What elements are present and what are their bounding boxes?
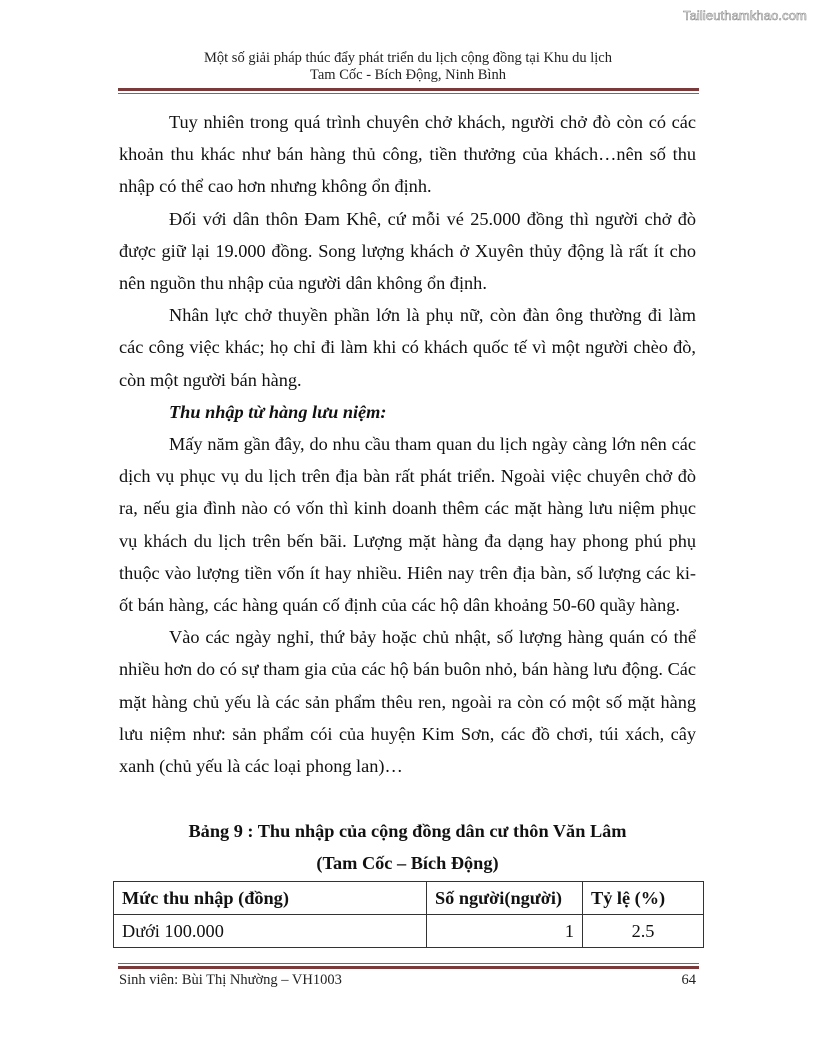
footer-rule-thick [118, 966, 699, 969]
paragraph: Nhân lực chở thuyền phần lớn là phụ nữ, còn đàn ông thường đi làm các công việc khác; họ chỉ đi làm khi có khách quốc tế vì một người chèo đò, còn một người bán hàng. [119, 305, 696, 390]
column-header-people: Số người(người) [427, 882, 583, 915]
page-number: 64 [681, 972, 696, 988]
header-rule-thick [118, 88, 699, 91]
table-title: Bảng 9 : Thu nhập của cộng đồng dân cư thôn Văn Lâm [188, 821, 627, 841]
table-subtitle: (Tam Cốc – Bích Động) [316, 853, 499, 873]
column-header-ratio: Tỷ lệ (%) [583, 882, 704, 915]
column-header-income: Mức thu nhập (đồng) [114, 882, 427, 915]
running-header [118, 50, 698, 84]
body-text [119, 106, 696, 782]
header-line-2: Tam Cốc - Bích Động, Ninh Bình [310, 67, 506, 83]
running-footer [119, 972, 696, 989]
table-row [114, 915, 704, 948]
cell-people: 1 [427, 915, 583, 948]
header-rule-thin [118, 93, 699, 94]
paragraph: Mấy năm gần đây, do nhu cầu tham quan du lịch ngày càng lớn nên các dịch vụ phục vụ du lịch trên địa bàn rất phát triển. Ngoài việc chuyên chở đò ra, nếu gia đình nào có vốn thì kinh doanh thêm các mặt hàng lưu niệm phục vụ khách du lịch trên bến bãi. Lượng mặt hàng đa dạng hay phong phú phụ thuộc vào lượng tiền vốn ít hay nhiều. Hiên nay trên địa bàn, số lượng các ki-ốt bán hàng, các hàng quán cố định của các hộ dân khoảng 50-60 quầy hàng. [119, 434, 696, 616]
header-line-1: Một số giải pháp thúc đẩy phát triển du lịch cộng đồng tại Khu du lịch [204, 50, 612, 66]
paragraph: Vào các ngày nghỉ, thứ bảy hoặc chủ nhật, số lượng hàng quán có thể nhiều hơn do có sự tham gia của các hộ bán buôn nhỏ, bán hàng lưu động. Các mặt hàng chủ yếu là các sản phẩm thêu ren, ngoài ra còn có một số mặt hàng lưu niệm như: sản phẩm cói của huyện Kim Sơn, các đồ chơi, túi xách, cây xanh (chủ yếu là các loại phong lan)… [119, 627, 696, 777]
footer-rule-thin [118, 963, 699, 964]
paragraph: Đối với dân thôn Đam Khê, cứ mỗi vé 25.000 đồng thì người chở đò được giữ lại 19.000 đồng. Song lượng khách ở Xuyên thủy động là rất ít cho nên nguồn thu nhập của người dân không ổn định. [119, 208, 696, 294]
watermark: Tailieuthamkhao.com [682, 8, 807, 23]
footer-student: Sinh viên: Bùi Thị Nhường – VH1003 [119, 972, 342, 988]
subheading: Thu nhập từ hàng lưu niệm: [169, 401, 387, 422]
table-header-row [114, 882, 704, 915]
cell-income: Dưới 100.000 [114, 915, 427, 948]
paragraph: Tuy nhiên trong quá trình chuyên chở khách, người chở đò còn có các khoản thu khác như bán hàng thủ công, tiền thưởng của khách…nên số thu nhập có thể cao hơn nhưng không ổn định. [119, 112, 696, 197]
income-table [113, 881, 704, 948]
cell-ratio: 2.5 [583, 915, 704, 948]
